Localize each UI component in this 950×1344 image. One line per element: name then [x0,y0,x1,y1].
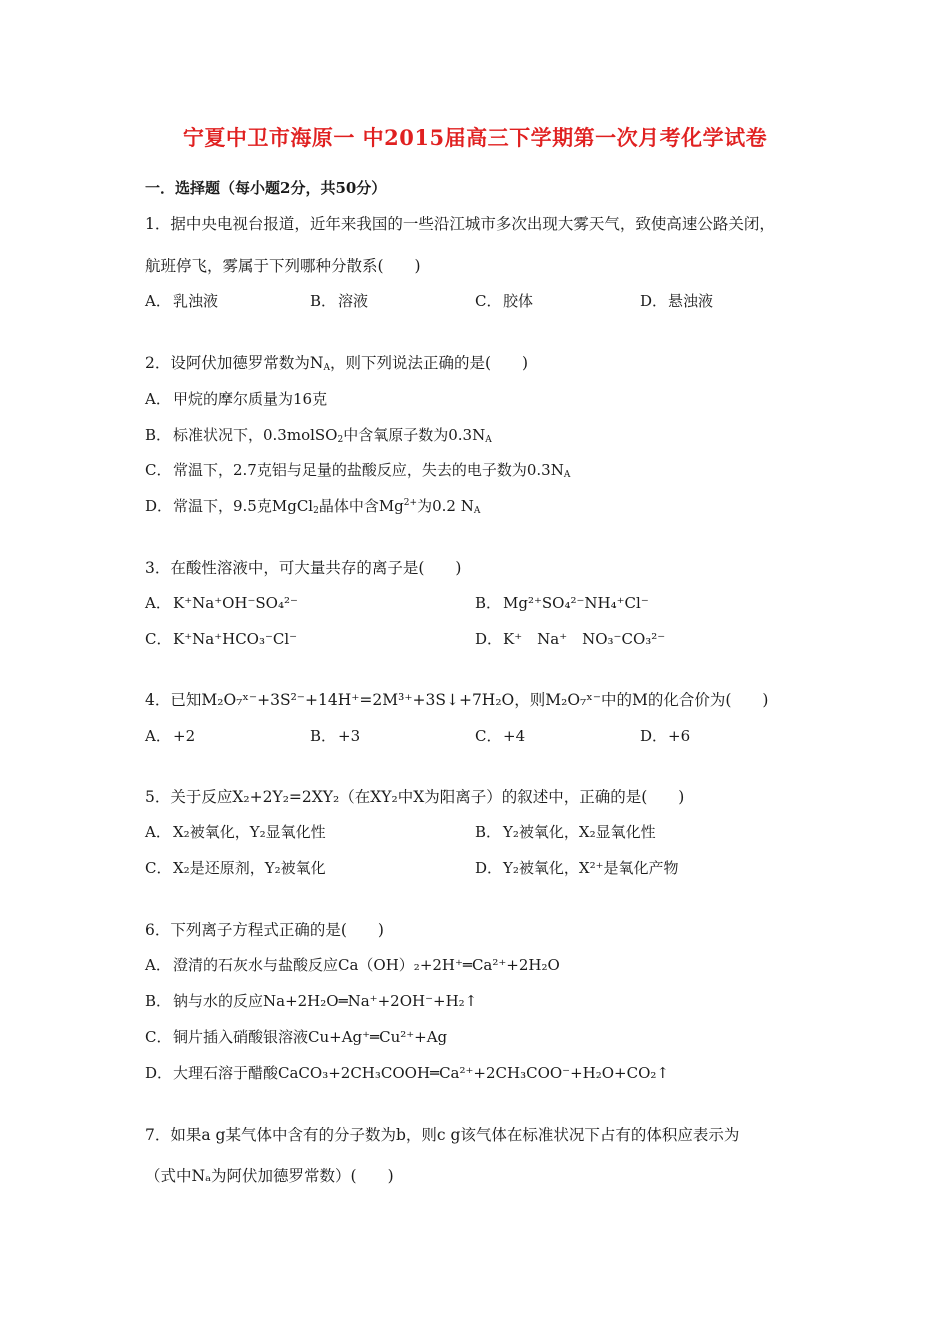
q1-option-a: A． 乳浊液 [145,292,219,310]
q4-stem: 4．已知M₂O₇ˣ⁻+3S²⁻+14H⁺=2M³⁺+3S↓+7H₂O，则M₂O₇ˣ⁻中的M的化合价为( ) [145,691,769,709]
q3-stem: 3．在酸性溶液中，可大量共存的离子是( ) [145,559,462,577]
q3-option-a: A． K⁺Na⁺OH⁻SO₄²⁻ [145,594,298,612]
q6-option-c: C． 铜片插入硝酸银溶液Cu+Ag⁺═Cu²⁺+Ag [145,1028,448,1046]
q6-option-d: D．大理石溶于醋酸CaCO₃+2CH₃COOH═Ca²⁺+2CH₃COO⁻+H₂O+CO₂↑ [145,1064,669,1082]
q2-option-d: D．常温下，9.5克MgCl$_2$晶体中含$Mg^{2+}$为0.2 $N_A$ [145,497,481,516]
exam-title: 宁夏中卫市海原一 中2015届高三下学期第一次月考化学试卷 [182,125,768,150]
q7-stem-line2: （式中Nₐ为阿伏加德罗常数）( ) [145,1167,394,1185]
q2-stem: 2．设阿伏加德罗常数为$N_A$，则下列说法正确的是( ) [145,354,529,373]
q2-option-c: C． 常温下，2.7克铝与足量的盐酸反应，失去的电子数为$0.3N_A$ [145,461,571,480]
q4-option-c: C． +4 [475,727,526,745]
q4-option-a: A． +2 [145,727,196,745]
q6-option-a: A． 澄清的石灰水与盐酸反应Ca（OH）₂+2H⁺═Ca²⁺+2H₂O [145,956,560,974]
q3-option-d: D．K⁺ Na⁺ NO₃⁻CO₃²⁻ [475,630,666,648]
q1-option-b: B． 溶液 [310,292,369,310]
q5-option-b: B． Y₂被氧化，X₂显氧化性 [475,823,656,841]
q5-option-a: A． X₂被氧化，Y₂显氧化性 [145,823,326,841]
q4-option-d: D．+6 [640,727,691,745]
q6-option-b: B． 钠与水的反应Na+2H₂O═Na⁺+2OH⁻+H₂↑ [145,992,478,1010]
q1-option-c: C． 胶体 [475,292,534,310]
q5-stem: 5．关于反应X₂+2Y₂=2XY₂（在XY₂中X为阳离子）的叙述中，正确的是( ) [145,788,685,806]
q1-stem-line2: 航班停飞，雾属于下列哪种分散系( ) [145,257,421,275]
q3-option-b: B． Mg²⁺SO₄²⁻NH₄⁺Cl⁻ [475,594,649,612]
q6-stem: 6．下列离子方程式正确的是( ) [145,921,384,939]
q5-option-c: C． X₂是还原剂，Y₂被氧化 [145,859,326,877]
q3-option-c: C． K⁺Na⁺HCO₃⁻Cl⁻ [145,630,298,648]
q1-stem-line1: 1．据中央电视台报道，近年来我国的一些沿江城市多次出现大雾天气，致使高速公路关闭， [145,215,775,233]
q2-option-a: A． 甲烷的摩尔质量为16克 [145,390,328,408]
q5-option-d: D．Y₂被氧化，X²⁺是氧化产物 [475,859,679,877]
q1-option-d: D．悬浊液 [640,292,714,310]
q7-stem-line1: 7．如果a g某气体中含有的分子数为b，则c g该气体在标准状况下占有的体积应表示为 [145,1126,740,1144]
q4-option-b: B． +3 [310,727,361,745]
q2-option-b: B． 标准状况下，0.3molSO$_2$中含氧原子数为$0.3N_A$ [145,426,492,445]
section-heading: 一．选择题（每小题2分，共50分） [145,179,387,197]
